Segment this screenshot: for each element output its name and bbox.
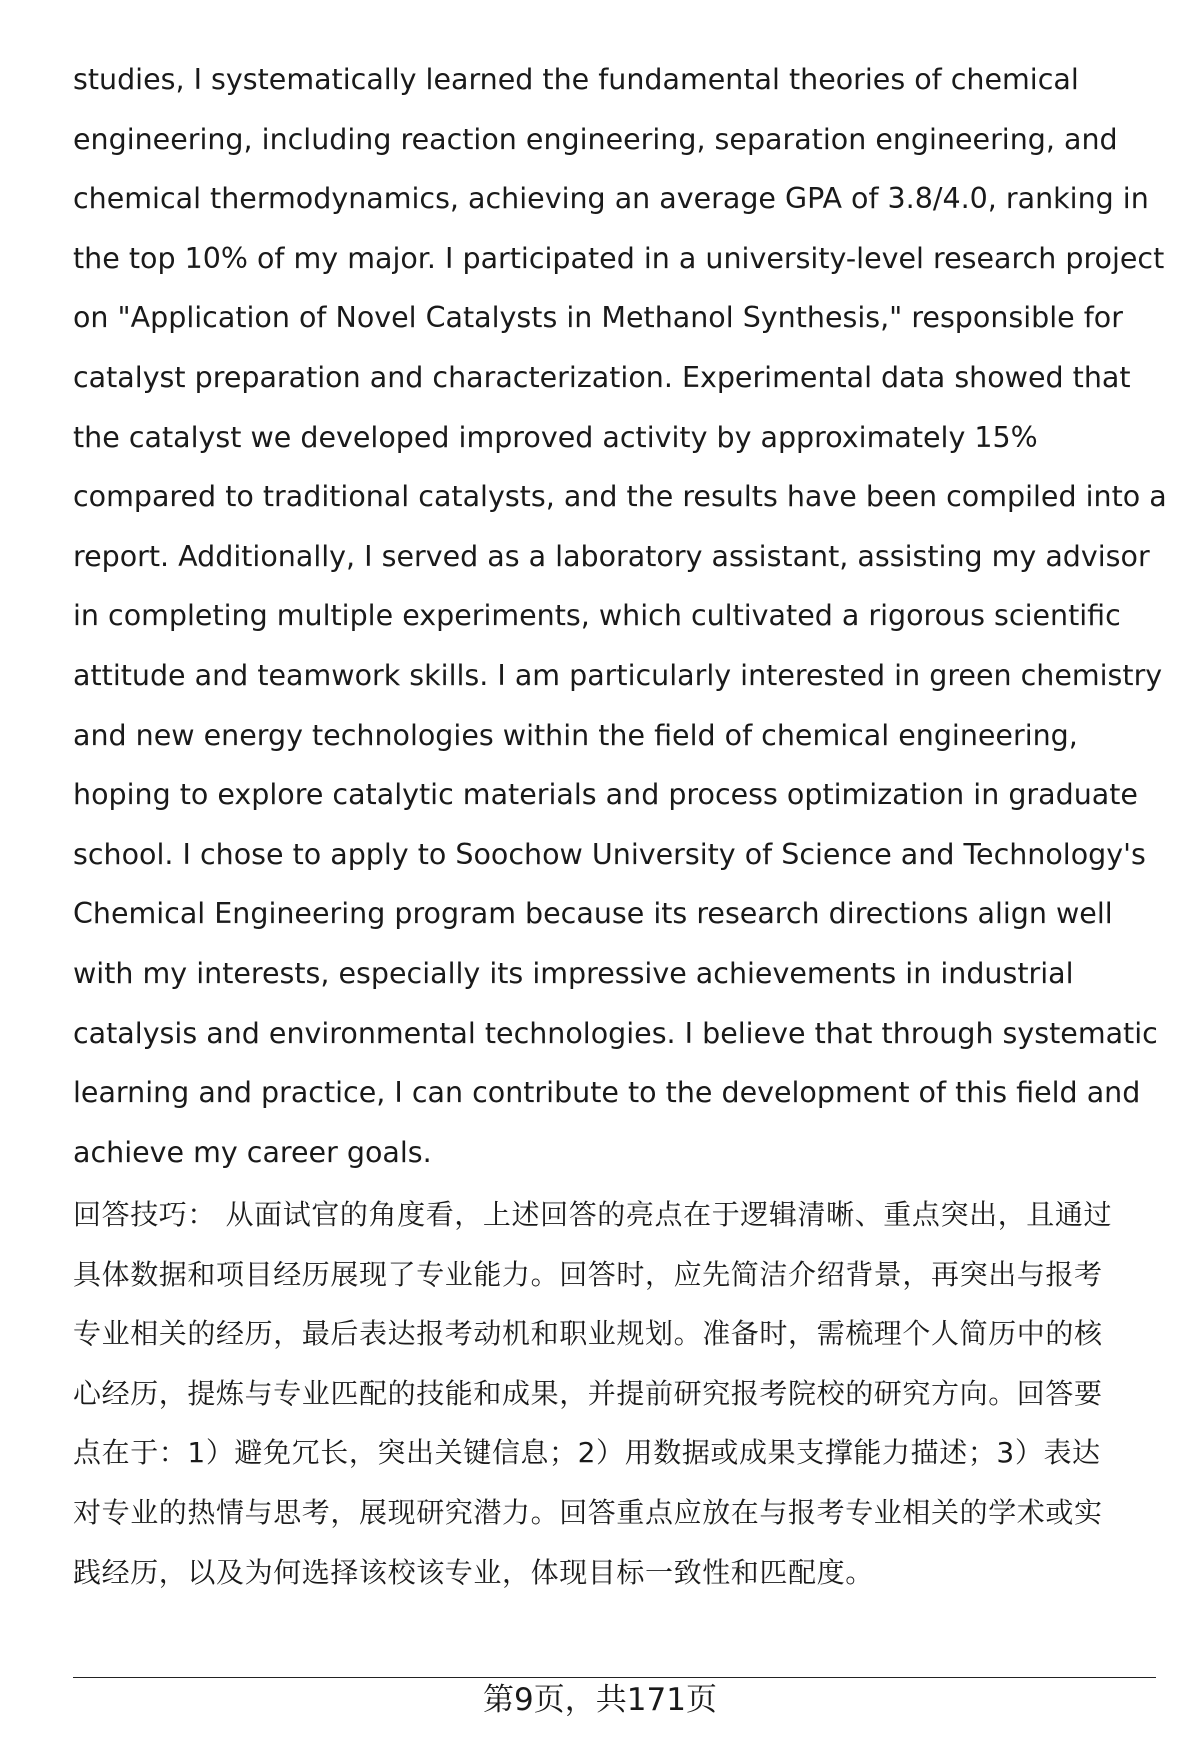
footer-divider xyxy=(73,1677,1156,1678)
body-text-line: on "Application of Novel Catalysts in Methanol Synthesis," responsible for xyxy=(73,301,1123,335)
body-text-line: the catalyst we developed improved activity by approximately 15% xyxy=(73,420,1038,454)
body-text-line: the top 10% of my major. I participated in a university-level research project xyxy=(73,241,1165,275)
page-number: 第9页，共171页 xyxy=(483,1682,717,1718)
tips-text-line: 具体数据和项目经历展现了专业能力。回答时，应先简洁介绍背景，再突出与报考 xyxy=(73,1257,1103,1291)
body-text-line: hoping to explore catalytic materials and process optimization in graduate xyxy=(73,778,1138,812)
body-text-line: and new energy technologies within the field of chemical engineering, xyxy=(73,718,1078,752)
answer-tips xyxy=(73,1185,1163,1602)
body-text-line: chemical thermodynamics, achieving an average GPA of 3.8/4.0, ranking in xyxy=(73,182,1149,216)
body-text-line: attitude and teamwork skills. I am particularly interested in green chemistry xyxy=(73,658,1163,692)
body-text-line: learning and practice, I can contribute to the development of this field and xyxy=(73,1076,1141,1110)
body-text-line: in completing multiple experiments, which cultivated a rigorous scientific xyxy=(73,599,1121,633)
body-text-line: Chemical Engineering program because its research directions align well xyxy=(73,897,1113,931)
body-text-line: engineering, including reaction engineering, separation engineering, and xyxy=(73,122,1118,156)
tips-text-line: 回答技巧： 从面试官的角度看，上述回答的亮点在于逻辑清晰、重点突出，且通过 xyxy=(73,1198,1113,1231)
tips-text-line: 心经历，提炼与专业匹配的技能和成果，并提前研究报考院校的研究方向。回答要 xyxy=(73,1376,1103,1410)
body-text-line: catalysis and environmental technologies. I believe that through systematic xyxy=(73,1016,1158,1050)
body-text-line: school. I chose to apply to Soochow University of Science and Technology's xyxy=(73,837,1146,871)
body-text-line: achieve my career goals. xyxy=(73,1135,432,1169)
tips-text-line: 专业相关的经历，最后表达报考动机和职业规划。准备时，需梳理个人简历中的核 xyxy=(73,1317,1103,1351)
tips-text-line: 点在于：1）避免冗长，突出关键信息；2）用数据或成果支撑能力描述；3）表达 xyxy=(73,1436,1101,1470)
body-text-line: catalyst preparation and characterization. Experimental data showed that xyxy=(73,360,1131,394)
body-text-line: studies, I systematically learned the fundamental theories of chemical xyxy=(73,63,1079,96)
tips-text-line: 践经历，以及为何选择该校该专业，体现目标一致性和匹配度。 xyxy=(73,1555,874,1589)
body-text-line: compared to traditional catalysts, and the results have been compiled into a xyxy=(73,480,1167,514)
tips-text-line: 对专业的热情与思考，展现研究潜力。回答重点应放在与报考专业相关的学术或实 xyxy=(73,1495,1103,1529)
body-text-line: report. Additionally, I served as a laboratory assistant, assisting my advisor xyxy=(73,539,1150,573)
body-text-line: with my interests, especially its impressive achievements in industrial xyxy=(73,956,1074,990)
answer-body xyxy=(73,50,1167,1182)
